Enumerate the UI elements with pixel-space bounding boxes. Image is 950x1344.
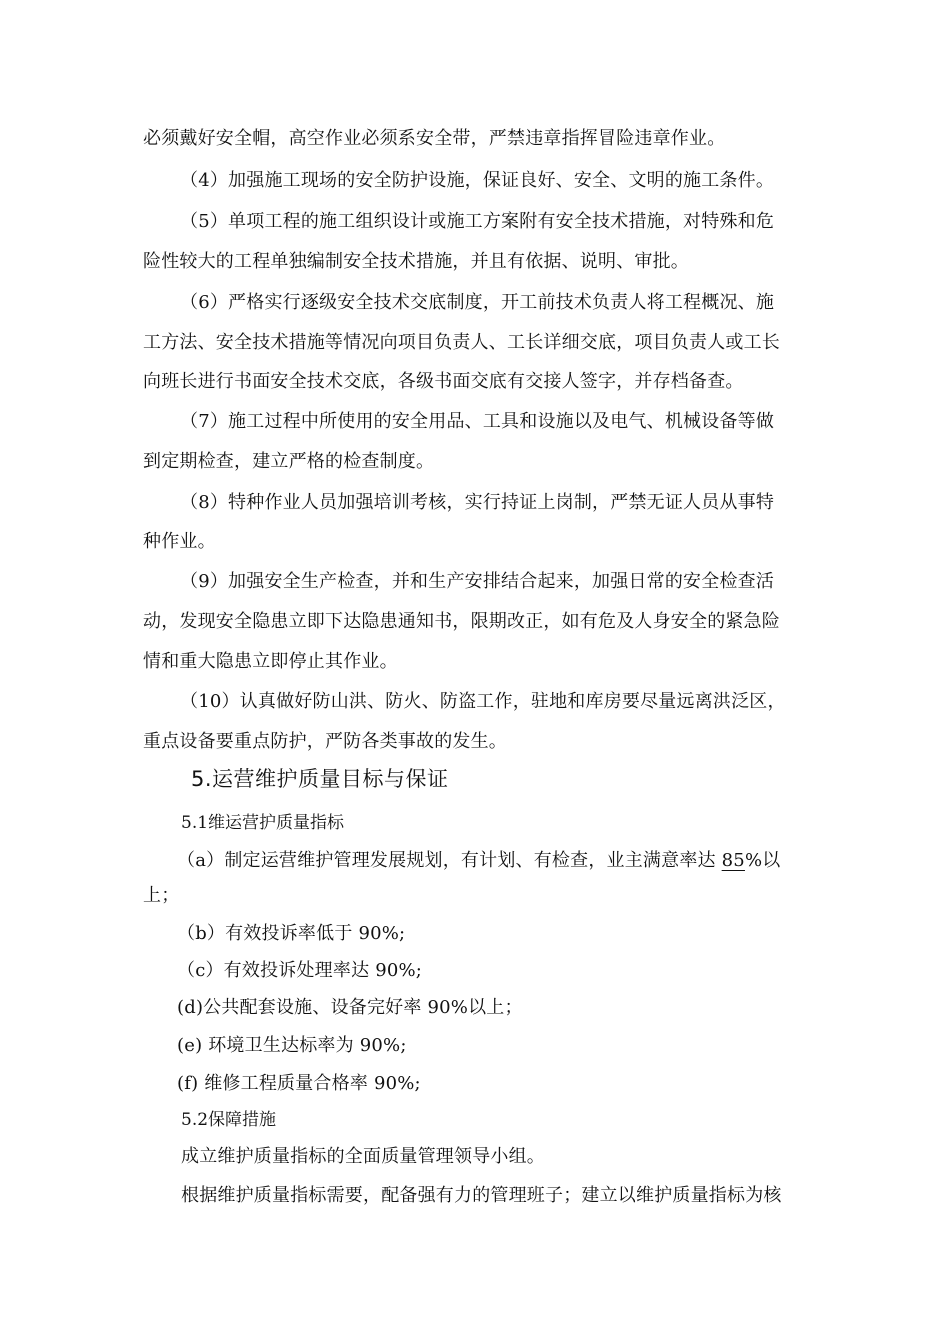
subsection-heading: 5.1维运营护质量指标: [181, 813, 345, 833]
paragraph-line: （6）严格实行逐级安全技术交底制度，开工前技术负责人将工程概况、施: [180, 292, 775, 313]
paragraph-line: 种作业。: [143, 531, 216, 552]
section-heading: 5.运营维护质量目标与保证: [191, 767, 449, 791]
list-item: （c）有效投诉处理率达 90%;: [177, 960, 423, 981]
paragraph-line: 险性较大的工程单独编制安全技术措施，并且有依据、说明、审批。: [143, 251, 689, 272]
list-item: (d)公共配套设施、设备完好率 90%以上；: [177, 997, 523, 1018]
subsection-heading: 5.2保障措施: [181, 1110, 277, 1130]
list-item: [177, 849, 780, 873]
paragraph-line: 必须戴好安全帽，高空作业必须系安全带，严禁违章指挥冒险违章作业。: [143, 128, 726, 149]
paragraph-line: 情和重大隐患立即停止其作业。: [143, 651, 398, 672]
paragraph-line: （5）单项工程的施工组织设计或施工方案附有安全技术措施，对特殊和危: [180, 211, 775, 232]
list-item: (e) 环境卫生达标率为 90%;: [177, 1035, 407, 1056]
paragraph-line: （4）加强施工现场的安全防护设施，保证良好、安全、文明的施工条件。: [180, 170, 775, 191]
paragraph-line: 重点设备要重点防护，严防各类事故的发生。: [143, 731, 507, 752]
list-item-text: %以: [744, 850, 781, 871]
list-item: （b）有效投诉率低于 90%;: [177, 923, 406, 944]
paragraph-line: （9）加强安全生产检查，并和生产安排结合起来，加强日常的安全检查活: [180, 571, 775, 592]
list-item-text: （a）制定运营维护管理发展规划，有计划、有检查，业主满意率达: [177, 850, 722, 871]
paragraph-line: （8）特种作业人员加强培训考核，实行持证上岗制，严禁无证人员从事特: [180, 492, 775, 513]
paragraph-line: 工方法、安全技术措施等情况向项目负责人、工长详细交底，项目负责人或工长: [143, 332, 780, 353]
list-item-continuation: 上；: [143, 885, 180, 906]
paragraph-line: 到定期检查，建立严格的检查制度。: [143, 451, 435, 472]
paragraph-line: （10）认真做好防山洪、防火、防盗工作，驻地和库房要尽量远离洪泛区，: [180, 691, 786, 712]
paragraph-line: 根据维护质量指标需要，配备强有力的管理班子；建立以维护质量指标为核: [181, 1185, 782, 1206]
paragraph-line: （7）施工过程中所使用的安全用品、工具和设施以及电气、机械设备等做: [180, 411, 775, 432]
paragraph-line: 向班长进行书面安全技术交底，各级书面交底有交接人签字，并存档备查。: [143, 371, 744, 392]
paragraph-line: 成立维护质量指标的全面质量管理领导小组。: [181, 1146, 545, 1167]
satisfaction-rate: 85: [721, 850, 745, 871]
paragraph-line: 动，发现安全隐患立即下达隐患通知书，限期改正，如有危及人身安全的紧急险: [143, 611, 780, 632]
list-item: (f) 维修工程质量合格率 90%;: [177, 1073, 421, 1094]
